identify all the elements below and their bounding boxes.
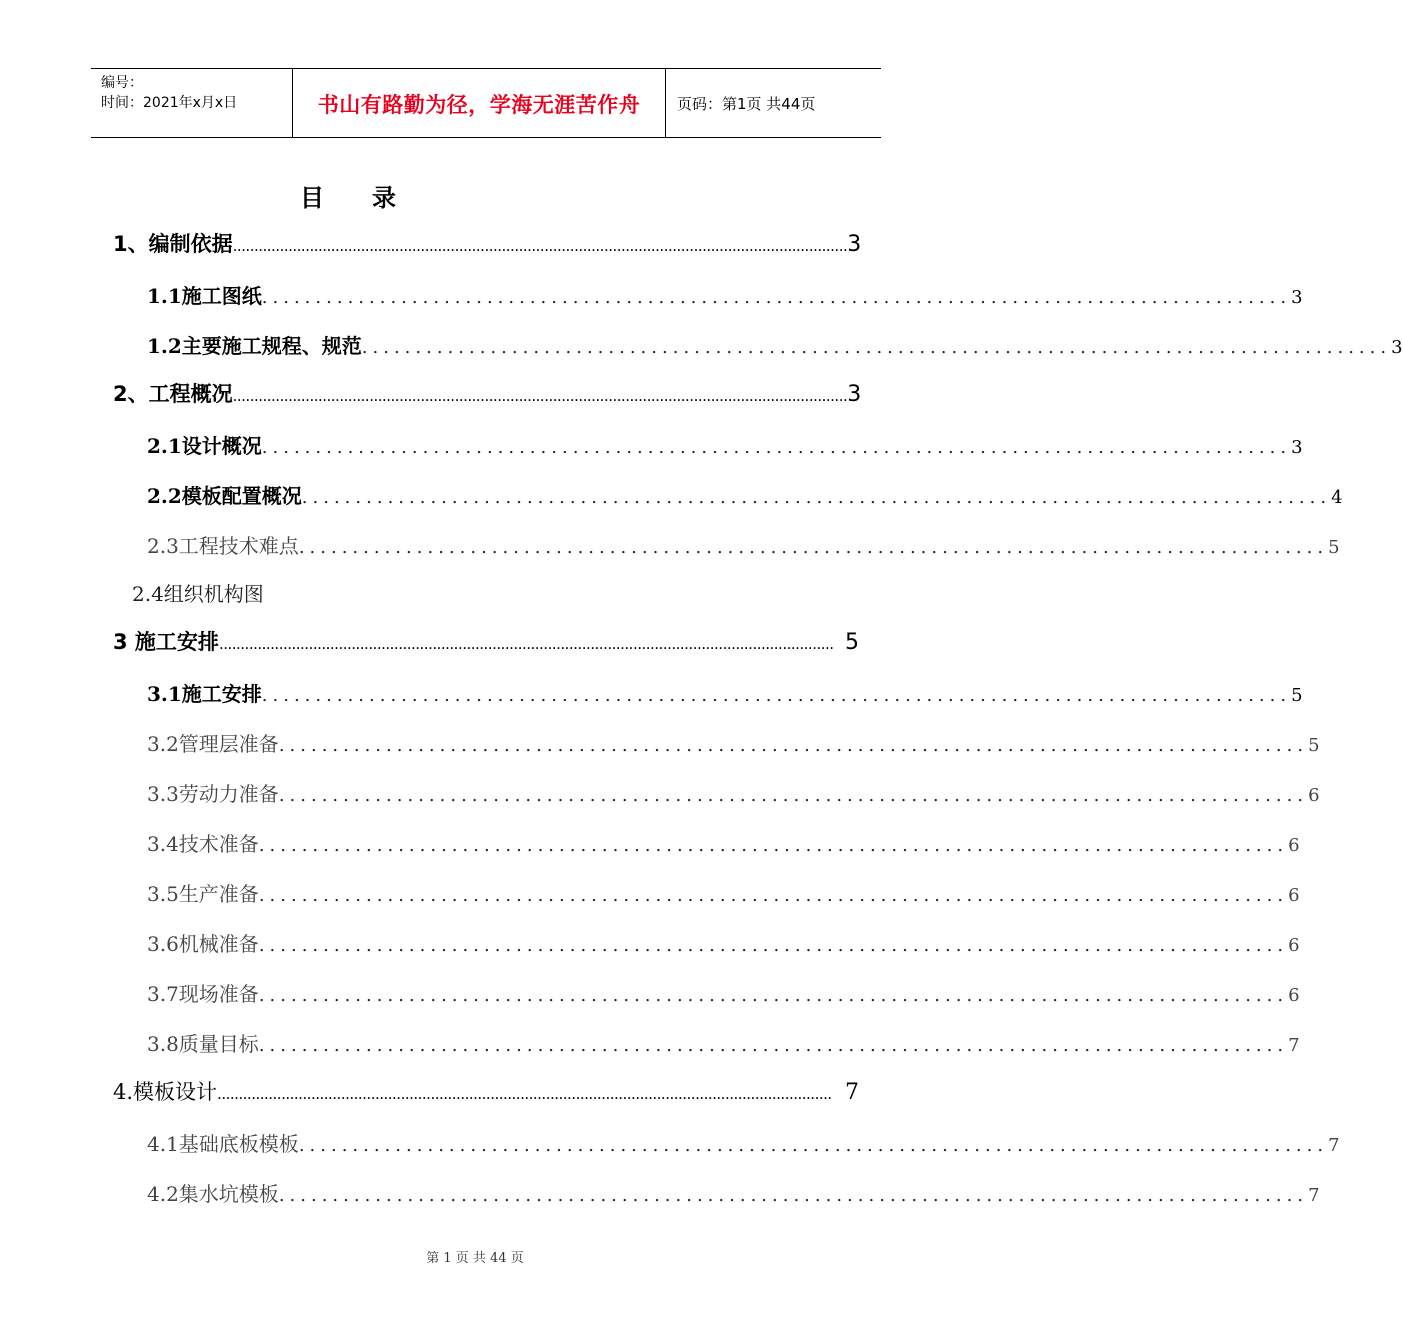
toc-entry-label: 2、工程概况 xyxy=(113,382,233,406)
header-motto: 书山有路勤为径，学海无涯苦作舟 xyxy=(317,93,641,117)
toc-entry-label: 3.3劳动力准备 xyxy=(147,782,279,806)
toc-entry-page: 3 xyxy=(847,382,862,407)
toc-entry-page: 6 xyxy=(1308,785,1320,806)
toc-entry[interactable] xyxy=(147,280,1303,309)
toc-leader: ................................................................................................ xyxy=(261,287,1292,308)
toc-entry-page: 6 xyxy=(1288,835,1300,856)
toc-leader: ................................................................................................ xyxy=(258,1035,1289,1056)
toc-entry-page: 6 xyxy=(1288,985,1300,1006)
toc-entry[interactable] xyxy=(113,228,862,258)
code-label: 编号： xyxy=(101,75,143,91)
toc-entry-page: 3 xyxy=(1291,287,1303,308)
toc-entry[interactable] xyxy=(147,978,1300,1007)
toc-entry-label: 2.2模板配置概况 xyxy=(147,484,302,508)
toc-leader: ................................................................................................ xyxy=(361,337,1392,358)
toc-entry-page: 6 xyxy=(1288,885,1300,906)
toc-leader: ................................................................................................ xyxy=(258,985,1289,1006)
toc-entry-label: 2.1设计概况 xyxy=(147,434,262,458)
toc-leader: ................................................................................................................................................ xyxy=(232,387,848,405)
time-label: 时间：2021年x月x日 xyxy=(101,95,238,111)
toc-leader: ................................................................................................ xyxy=(258,935,1289,956)
toc-entry-label[interactable]: 2.4组织机构图 xyxy=(132,582,264,606)
toc-leader: ................................................................................................................................................ xyxy=(217,1085,832,1103)
toc-leader: ................................................................................................ xyxy=(258,835,1289,856)
header-meta xyxy=(101,73,237,113)
toc-entry-page: 5 xyxy=(1308,735,1320,756)
toc-entry-label: 3.7现场准备 xyxy=(147,982,259,1006)
toc-entry-page: 3 xyxy=(1291,437,1303,458)
toc-entry-label: 3.6机械准备 xyxy=(147,932,259,956)
toc-leader: ................................................................................................................................................ xyxy=(218,635,834,653)
toc-entry-page: 4 xyxy=(1331,487,1343,508)
toc-leader: ................................................................................................ xyxy=(261,437,1292,458)
toc-entry-page: 3 xyxy=(1391,337,1403,358)
toc-entry[interactable] xyxy=(113,378,862,408)
toc-leader: ................................................................................................ xyxy=(298,1135,1329,1156)
toc-entry-page: 7 xyxy=(1288,1035,1300,1056)
toc-entry[interactable] xyxy=(147,878,1300,907)
toc-leader: ................................................................................................................................................ xyxy=(232,237,848,255)
toc-entry-label: 3.5生产准备 xyxy=(147,882,259,906)
toc-entry[interactable] xyxy=(147,530,1340,559)
toc-entry-label: 4.2集水坑模板 xyxy=(147,1182,279,1206)
toc-entry[interactable] xyxy=(147,330,1403,359)
toc-entry[interactable] xyxy=(113,626,859,656)
toc-entry-page: 7 xyxy=(1308,1185,1320,1206)
toc-entry[interactable] xyxy=(147,828,1300,857)
toc-leader: ................................................................................................ xyxy=(298,537,1329,558)
toc-leader: ................................................................................................ xyxy=(278,785,1309,806)
page-footer: 第 1 页 共 44 页 xyxy=(426,1251,524,1266)
toc-entry-label: 2.3工程技术难点 xyxy=(147,534,299,558)
toc-entry-page: 7 xyxy=(845,1080,859,1105)
page-header xyxy=(91,68,881,138)
toc-entry[interactable] xyxy=(113,1076,859,1106)
toc-entry-label: 3.8质量目标 xyxy=(147,1032,259,1056)
toc-leader: ................................................................................................ xyxy=(278,735,1309,756)
toc-entry-page: 7 xyxy=(1328,1135,1340,1156)
header-page-info: 页码：第1页 共44页 xyxy=(677,95,816,113)
toc-entry-label: 1.2主要施工规程、规范 xyxy=(147,334,362,358)
toc-entry[interactable] xyxy=(147,480,1343,509)
toc-entry[interactable] xyxy=(147,1028,1300,1057)
header-divider xyxy=(665,69,666,137)
toc-title: 目录 xyxy=(300,183,444,212)
toc-entry-label: 3 施工安排 xyxy=(113,630,219,654)
toc-leader: ................................................................................................ xyxy=(278,1185,1309,1206)
toc-entry-label: 1、编制依据 xyxy=(113,232,233,256)
toc-entry[interactable] xyxy=(147,778,1320,807)
toc-entry[interactable] xyxy=(147,678,1303,707)
toc-entry[interactable] xyxy=(147,928,1300,957)
toc-entry-page: 3 xyxy=(847,232,862,257)
toc-entry[interactable] xyxy=(147,1128,1340,1157)
toc-entry-page: 5 xyxy=(1328,537,1340,558)
toc-leader: ................................................................................................ xyxy=(258,885,1289,906)
toc-leader: ................................................................................................ xyxy=(301,487,1332,508)
toc-entry-label: 4.1基础底板模板 xyxy=(147,1132,299,1156)
toc-entry-label: 3.4技术准备 xyxy=(147,832,259,856)
toc-entry[interactable] xyxy=(147,430,1303,459)
toc-entry-label: 3.2管理层准备 xyxy=(147,732,279,756)
toc-leader: ................................................................................................ xyxy=(261,685,1292,706)
toc-entry-page: 6 xyxy=(1288,935,1300,956)
toc-entry-page: 5 xyxy=(845,630,859,655)
toc-entry-label: 1.1施工图纸 xyxy=(147,284,262,308)
toc-entry[interactable] xyxy=(147,1178,1320,1207)
toc-entry-label: 4.模板设计 xyxy=(113,1080,218,1104)
toc-entry[interactable] xyxy=(147,728,1320,757)
toc-entry-page: 5 xyxy=(1291,685,1303,706)
toc-entry-label: 3.1施工安排 xyxy=(147,682,262,706)
